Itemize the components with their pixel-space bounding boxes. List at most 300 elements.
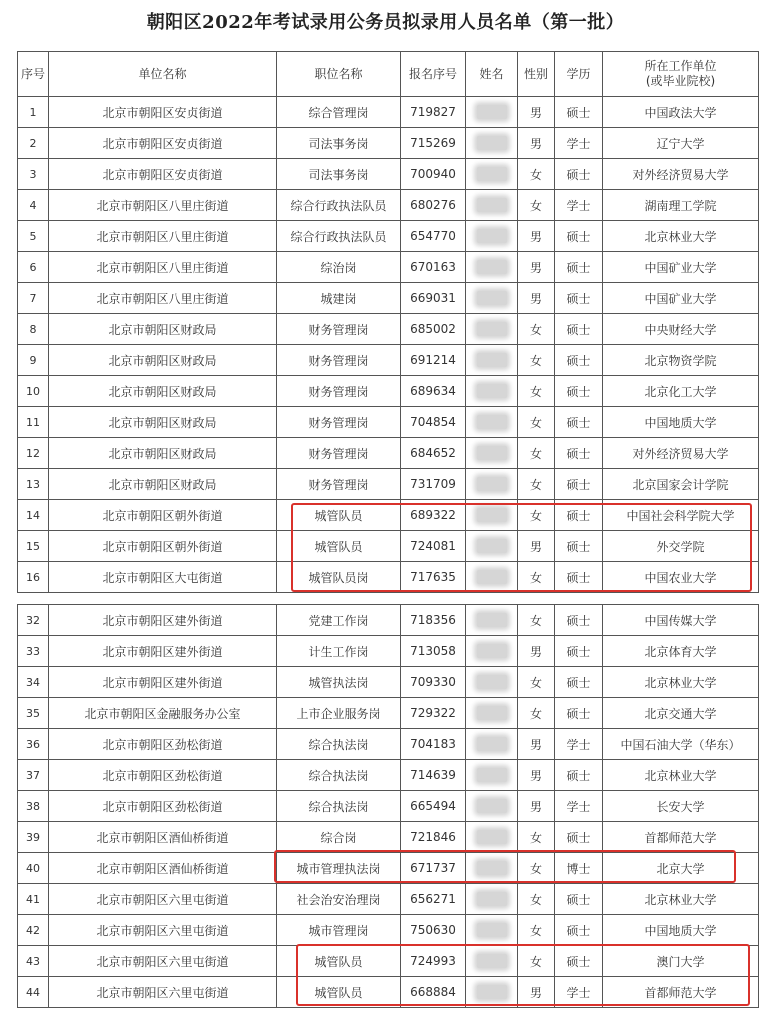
row-degree: 硕士 [555,97,603,128]
row-gender: 女 [518,667,555,698]
row-school: 中国政法大学 [603,97,759,128]
row-regno: 680276 [401,190,466,221]
row-unit: 北京市朝阳区财政局 [49,314,277,345]
row-school: 中国农业大学 [603,562,759,593]
redacted-name-blur [477,570,507,584]
row-seq: 11 [18,407,49,438]
table-row [18,884,759,915]
redacted-name-blur [477,539,507,553]
row-seq: 42 [18,915,49,946]
row-regno: 715269 [401,128,466,159]
row-unit: 北京市朝阳区劲松街道 [49,791,277,822]
row-degree: 硕士 [555,605,603,636]
row-regno: 654770 [401,221,466,252]
row-unit: 北京市朝阳区六里屯街道 [49,915,277,946]
row-gender: 男 [518,283,555,314]
row-seq: 4 [18,190,49,221]
row-gender: 男 [518,791,555,822]
row-regno: 724993 [401,946,466,977]
row-degree: 硕士 [555,562,603,593]
row-gender: 女 [518,822,555,853]
row-regno: 724081 [401,531,466,562]
table-row [18,667,759,698]
row-unit: 北京市朝阳区财政局 [49,376,277,407]
table-row [18,314,759,345]
row-seq: 13 [18,469,49,500]
row-seq: 6 [18,252,49,283]
row-seq: 14 [18,500,49,531]
row-seq: 38 [18,791,49,822]
row-unit: 北京市朝阳区建外街道 [49,605,277,636]
row-school: 中国矿业大学 [603,252,759,283]
redacted-name-blur [477,954,507,968]
table-body-part-2 [18,605,759,1008]
row-unit: 北京市朝阳区财政局 [49,345,277,376]
redacted-name-blur [477,477,507,491]
row-degree: 硕士 [555,221,603,252]
table-row [18,853,759,884]
row-degree: 硕士 [555,884,603,915]
row-name-redacted [466,729,518,760]
row-position: 上市企业服务岗 [277,698,401,729]
redacted-name-blur [477,136,507,150]
row-position: 党建工作岗 [277,605,401,636]
row-name-redacted [466,469,518,500]
row-position: 司法事务岗 [277,159,401,190]
row-degree: 学士 [555,977,603,1008]
candidate-table-part-2 [17,604,759,1008]
row-regno: 668884 [401,977,466,1008]
row-name-redacted [466,283,518,314]
row-position: 城市管理岗 [277,915,401,946]
redacted-name-blur [477,892,507,906]
table-row [18,159,759,190]
row-regno: 700940 [401,159,466,190]
row-school: 湖南理工学院 [603,190,759,221]
table-row [18,531,759,562]
row-position: 财务管理岗 [277,469,401,500]
row-name-redacted [466,159,518,190]
row-name-redacted [466,531,518,562]
row-gender: 男 [518,729,555,760]
row-name-redacted [466,605,518,636]
table-row [18,977,759,1008]
table-row [18,698,759,729]
row-unit: 北京市朝阳区建外街道 [49,667,277,698]
row-gender: 女 [518,345,555,376]
table-row [18,97,759,128]
row-unit: 北京市朝阳区财政局 [49,407,277,438]
row-degree: 硕士 [555,283,603,314]
row-school: 北京化工大学 [603,376,759,407]
table-row [18,469,759,500]
row-degree: 硕士 [555,252,603,283]
row-name-redacted [466,407,518,438]
row-unit: 北京市朝阳区八里庄街道 [49,283,277,314]
row-gender: 女 [518,884,555,915]
row-degree: 硕士 [555,760,603,791]
row-name-redacted [466,822,518,853]
row-seq: 15 [18,531,49,562]
row-regno: 670163 [401,252,466,283]
redacted-name-blur [477,923,507,937]
row-position: 城管队员 [277,946,401,977]
header-regno: 报名序号 [401,52,466,97]
table-header-row [18,52,759,97]
redacted-name-blur [477,105,507,119]
row-regno: 665494 [401,791,466,822]
row-position: 财务管理岗 [277,345,401,376]
table-row [18,636,759,667]
row-degree: 学士 [555,729,603,760]
row-position: 综合执法岗 [277,729,401,760]
row-degree: 硕士 [555,946,603,977]
row-school: 中国地质大学 [603,407,759,438]
row-unit: 北京市朝阳区安贞街道 [49,128,277,159]
row-regno: 689322 [401,500,466,531]
redacted-name-blur [477,799,507,813]
row-name-redacted [466,500,518,531]
row-regno: 709330 [401,667,466,698]
row-position: 财务管理岗 [277,407,401,438]
table-row [18,760,759,791]
row-seq: 44 [18,977,49,1008]
row-position: 城建岗 [277,283,401,314]
row-regno: 671737 [401,853,466,884]
row-school: 北京大学 [603,853,759,884]
row-name-redacted [466,562,518,593]
row-position: 财务管理岗 [277,438,401,469]
row-position: 综合行政执法队员 [277,221,401,252]
row-name-redacted [466,667,518,698]
row-position: 城管执法岗 [277,667,401,698]
row-school: 中央财经大学 [603,314,759,345]
row-regno: 669031 [401,283,466,314]
row-degree: 硕士 [555,500,603,531]
row-school: 北京林业大学 [603,760,759,791]
row-degree: 硕士 [555,159,603,190]
row-seq: 12 [18,438,49,469]
row-regno: 689634 [401,376,466,407]
row-gender: 女 [518,562,555,593]
row-name-redacted [466,698,518,729]
row-seq: 10 [18,376,49,407]
redacted-name-blur [477,353,507,367]
row-regno: 691214 [401,345,466,376]
row-gender: 女 [518,376,555,407]
row-seq: 1 [18,97,49,128]
row-name-redacted [466,190,518,221]
row-gender: 女 [518,853,555,884]
table-row [18,915,759,946]
row-position: 综合岗 [277,822,401,853]
row-degree: 硕士 [555,438,603,469]
row-name-redacted [466,221,518,252]
redacted-name-blur [477,508,507,522]
row-unit: 北京市朝阳区六里屯街道 [49,946,277,977]
row-unit: 北京市朝阳区酒仙桥街道 [49,853,277,884]
row-degree: 硕士 [555,698,603,729]
row-seq: 16 [18,562,49,593]
row-regno: 750630 [401,915,466,946]
row-position: 综合行政执法队员 [277,190,401,221]
row-gender: 女 [518,314,555,345]
row-regno: 713058 [401,636,466,667]
row-name-redacted [466,884,518,915]
table-row [18,946,759,977]
row-unit: 北京市朝阳区酒仙桥街道 [49,822,277,853]
row-school: 首都师范大学 [603,977,759,1008]
header-position: 职位名称 [277,52,401,97]
row-unit: 北京市朝阳区劲松街道 [49,760,277,791]
row-seq: 41 [18,884,49,915]
row-gender: 女 [518,407,555,438]
row-school: 对外经济贸易大学 [603,159,759,190]
row-school: 中国地质大学 [603,915,759,946]
row-name-redacted [466,760,518,791]
table-row [18,605,759,636]
row-school: 中国传媒大学 [603,605,759,636]
row-seq: 9 [18,345,49,376]
row-unit: 北京市朝阳区安贞街道 [49,97,277,128]
row-school: 中国社会科学院大学 [603,500,759,531]
table-row [18,190,759,221]
redacted-name-blur [477,644,507,658]
redacted-name-blur [477,446,507,460]
row-unit: 北京市朝阳区劲松街道 [49,729,277,760]
row-unit: 北京市朝阳区安贞街道 [49,159,277,190]
redacted-name-blur [477,737,507,751]
row-degree: 博士 [555,853,603,884]
row-seq: 36 [18,729,49,760]
header-gender: 性别 [518,52,555,97]
row-position: 城市管理执法岗 [277,853,401,884]
row-regno: 714639 [401,760,466,791]
row-name-redacted [466,946,518,977]
row-unit: 北京市朝阳区朝外街道 [49,500,277,531]
row-school: 首都师范大学 [603,822,759,853]
row-unit: 北京市朝阳区财政局 [49,469,277,500]
row-school: 中国矿业大学 [603,283,759,314]
row-regno: 729322 [401,698,466,729]
row-name-redacted [466,853,518,884]
row-unit: 北京市朝阳区八里庄街道 [49,190,277,221]
row-name-redacted [466,791,518,822]
table-row [18,729,759,760]
row-position: 计生工作岗 [277,636,401,667]
row-regno: 684652 [401,438,466,469]
row-degree: 学士 [555,128,603,159]
row-position: 财务管理岗 [277,314,401,345]
redacted-name-blur [477,985,507,999]
row-position: 综合执法岗 [277,760,401,791]
row-degree: 学士 [555,791,603,822]
row-gender: 男 [518,97,555,128]
row-school: 外交学院 [603,531,759,562]
row-gender: 女 [518,159,555,190]
row-degree: 硕士 [555,822,603,853]
row-seq: 8 [18,314,49,345]
header-school-line1: 所在工作单位 [644,59,717,73]
table-row [18,252,759,283]
row-unit: 北京市朝阳区金融服务办公室 [49,698,277,729]
table-row [18,438,759,469]
row-unit: 北京市朝阳区建外街道 [49,636,277,667]
row-gender: 女 [518,500,555,531]
redacted-name-blur [477,198,507,212]
row-regno: 718356 [401,605,466,636]
row-school: 对外经济贸易大学 [603,438,759,469]
header-seq: 序号 [18,52,49,97]
row-school: 北京国家会计学院 [603,469,759,500]
row-degree: 硕士 [555,915,603,946]
row-school: 澳门大学 [603,946,759,977]
row-name-redacted [466,438,518,469]
row-unit: 北京市朝阳区八里庄街道 [49,221,277,252]
table-row [18,407,759,438]
redacted-name-blur [477,675,507,689]
row-gender: 女 [518,469,555,500]
redacted-name-blur [477,861,507,875]
redacted-name-blur [477,260,507,274]
redacted-name-blur [477,229,507,243]
redacted-name-blur [477,384,507,398]
redacted-name-blur [477,322,507,336]
row-gender: 女 [518,438,555,469]
row-school: 北京林业大学 [603,221,759,252]
row-position: 司法事务岗 [277,128,401,159]
row-unit: 北京市朝阳区朝外街道 [49,531,277,562]
row-gender: 女 [518,946,555,977]
row-seq: 43 [18,946,49,977]
row-unit: 北京市朝阳区六里屯街道 [49,884,277,915]
row-degree: 硕士 [555,314,603,345]
row-unit: 北京市朝阳区大屯街道 [49,562,277,593]
row-seq: 3 [18,159,49,190]
row-seq: 37 [18,760,49,791]
row-regno: 685002 [401,314,466,345]
row-position: 社会治安治理岗 [277,884,401,915]
document-title: 朝阳区2022年考试录用公务员拟录用人员名单（第一批） [146,12,625,33]
row-seq: 5 [18,221,49,252]
row-name-redacted [466,376,518,407]
row-school: 辽宁大学 [603,128,759,159]
row-degree: 硕士 [555,667,603,698]
row-seq: 33 [18,636,49,667]
row-degree: 学士 [555,190,603,221]
header-school [603,52,759,97]
row-seq: 40 [18,853,49,884]
row-regno: 704854 [401,407,466,438]
header-school-line2: (或毕业院校) [645,74,716,88]
row-seq: 35 [18,698,49,729]
row-name-redacted [466,128,518,159]
page-break [17,594,758,604]
redacted-name-blur [477,613,507,627]
row-school: 北京交通大学 [603,698,759,729]
table-row [18,822,759,853]
row-position: 城管队员 [277,977,401,1008]
row-regno: 717635 [401,562,466,593]
row-seq: 39 [18,822,49,853]
row-position: 城管队员 [277,500,401,531]
row-regno: 656271 [401,884,466,915]
row-name-redacted [466,636,518,667]
table-row [18,283,759,314]
row-position: 财务管理岗 [277,376,401,407]
table-row [18,791,759,822]
row-seq: 2 [18,128,49,159]
row-regno: 721846 [401,822,466,853]
row-gender: 男 [518,760,555,791]
redacted-name-blur [477,830,507,844]
row-name-redacted [466,97,518,128]
row-degree: 硕士 [555,345,603,376]
row-gender: 男 [518,531,555,562]
row-name-redacted [466,915,518,946]
header-degree: 学历 [555,52,603,97]
row-school: 北京物资学院 [603,345,759,376]
row-position: 综合执法岗 [277,791,401,822]
row-gender: 男 [518,252,555,283]
header-unit: 单位名称 [49,52,277,97]
candidate-table-part-1 [17,51,759,593]
row-seq: 7 [18,283,49,314]
row-position: 综治岗 [277,252,401,283]
redacted-name-blur [477,167,507,181]
row-degree: 硕士 [555,407,603,438]
row-seq: 32 [18,605,49,636]
row-degree: 硕士 [555,636,603,667]
row-unit: 北京市朝阳区财政局 [49,438,277,469]
row-seq: 34 [18,667,49,698]
redacted-name-blur [477,768,507,782]
row-school: 中国石油大学（华东） [603,729,759,760]
table-row [18,562,759,593]
table-row [18,500,759,531]
row-position: 综合管理岗 [277,97,401,128]
row-regno: 704183 [401,729,466,760]
row-gender: 女 [518,915,555,946]
table-row [18,345,759,376]
row-degree: 硕士 [555,531,603,562]
row-gender: 男 [518,636,555,667]
row-regno: 731709 [401,469,466,500]
row-degree: 硕士 [555,469,603,500]
row-gender: 男 [518,128,555,159]
table-row [18,128,759,159]
row-name-redacted [466,314,518,345]
redacted-name-blur [477,291,507,305]
table-row [18,221,759,252]
row-gender: 女 [518,605,555,636]
row-gender: 女 [518,698,555,729]
row-school: 北京林业大学 [603,884,759,915]
row-regno: 719827 [401,97,466,128]
row-gender: 男 [518,221,555,252]
row-name-redacted [466,345,518,376]
redacted-name-blur [477,706,507,720]
row-degree: 硕士 [555,376,603,407]
row-gender: 女 [518,190,555,221]
row-position: 城管队员 [277,531,401,562]
table-row [18,376,759,407]
redacted-name-blur [477,415,507,429]
table-body-part-1 [18,97,759,593]
row-position: 城管队员岗 [277,562,401,593]
row-school: 北京林业大学 [603,667,759,698]
row-unit: 北京市朝阳区八里庄街道 [49,252,277,283]
